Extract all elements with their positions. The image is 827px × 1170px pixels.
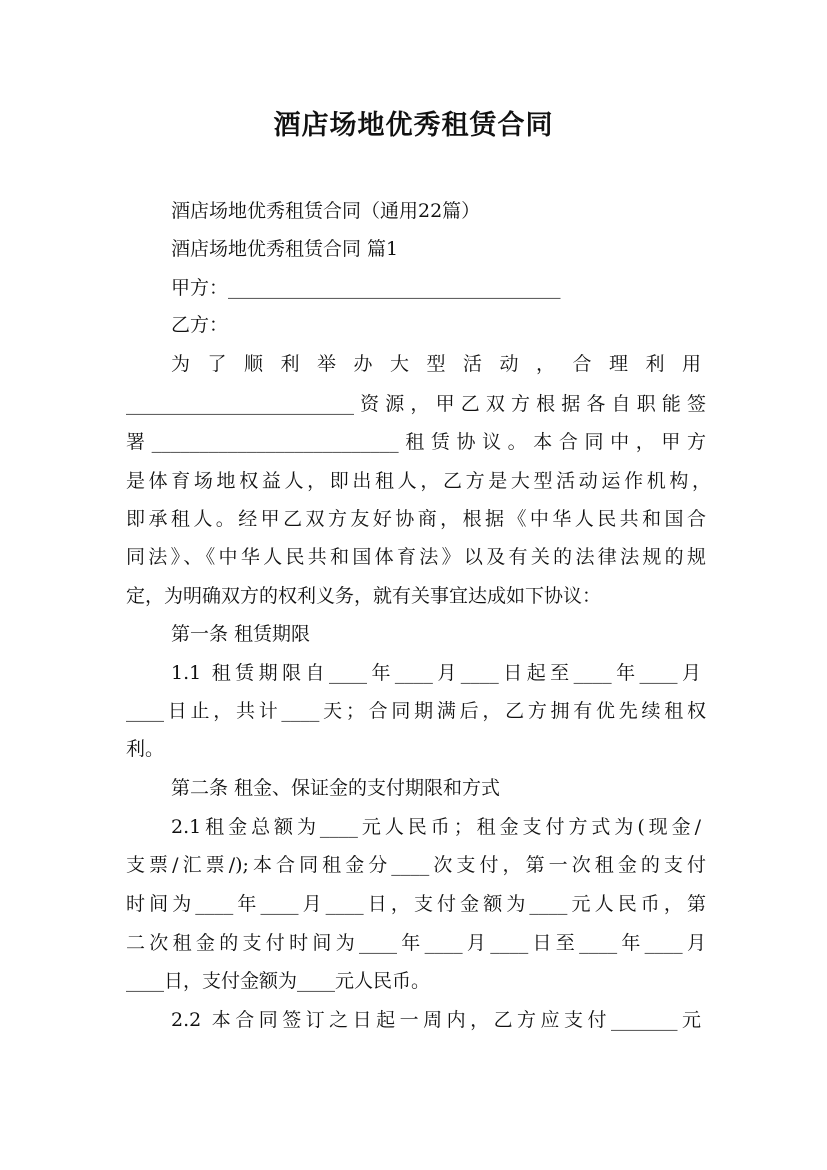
paragraph-line: ________________________资源，甲乙双方根据各自职能签 [126,393,706,415]
paragraph-line: ____日止，共计____天；合同期满后，乙方拥有优先续租权 [126,700,706,722]
article-heading: 第二条 租金、保证金的支付期限和方式 [171,777,501,799]
paragraph-line: 为 了 顺 利 举 办 大 型 活 动 ， 合 理 利 用 [171,353,701,375]
paragraph-line: 2.1租金总额为____元人民币；租金支付方式为(现金/ [171,816,701,838]
paragraph-line: 定，为明确双方的权利义务，就有关事宜达成如下协议： [126,585,602,607]
paragraph-line: ____日，支付金额为____元人民币。 [126,970,431,992]
paragraph-line: 署__________________________租赁协议。本合同中，甲方 [126,431,706,453]
party-b-field: 乙方： [171,314,229,336]
paragraph-line: 二次租金的支付时间为____年____月____日至____年____月 [126,932,706,954]
paragraph-line: 利。 [126,738,165,760]
document-subtitle: 酒店场地优秀租赁合同（通用22篇） [171,200,481,222]
document-title: 酒店场地优秀租赁合同 [273,110,554,141]
party-a-field: 甲方：___________________________________ [171,277,561,299]
paragraph-line: 是体育场地权益人，即出租人，乙方是大型活动运作机构， [126,470,711,492]
paragraph-line: 1.1 租赁期限自____年____月____日起至____年____月 [171,662,701,684]
section-heading: 酒店场地优秀租赁合同 篇1 [171,238,399,260]
paragraph-line: 支票/汇票/);本合同租金分____次支付，第一次租金的支付 [126,854,706,876]
paragraph-line: 同法》、《中华人民共和国体育法》以及有关的法律法规的规 [126,546,706,568]
paragraph-line: 即承租人。经甲乙双方友好协商，根据《中华人民共和国合 [126,508,706,530]
article-heading: 第一条 租赁期限 [171,623,311,645]
paragraph-line: 2.2 本合同签订之日起一周内，乙方应支付_______元 [171,1009,701,1031]
paragraph-line: 时间为____年____月____日，支付金额为____元人民币，第 [126,893,706,915]
